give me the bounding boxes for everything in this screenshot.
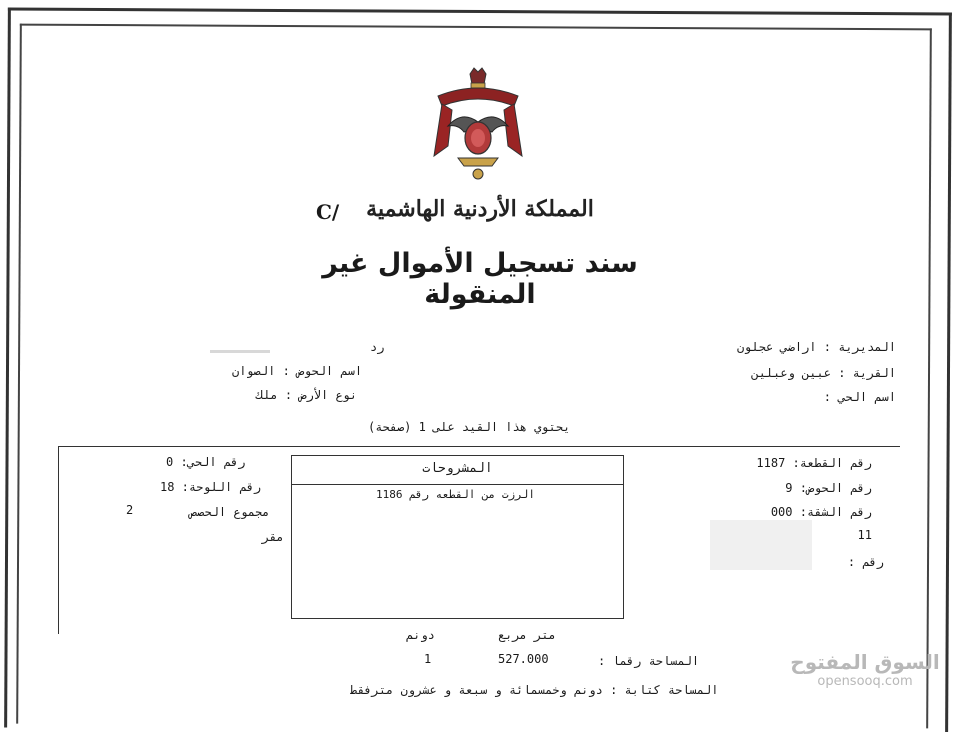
watermark-arabic: السوق المفتوح <box>790 650 940 674</box>
neighborhood-field: اسم الحي : <box>823 390 896 404</box>
document-title: سند تسجيل الأموال غير المنقولة <box>322 248 638 310</box>
coat-of-arms-emblem <box>428 66 528 186</box>
parcel-number: رقم القطعة: 1187 <box>756 456 872 470</box>
unit-square-meters: متر مربع <box>498 628 556 642</box>
notes-header: المشروحات <box>422 461 493 476</box>
notes-divider <box>292 484 623 485</box>
partial-field: رد <box>370 340 385 354</box>
area-numeric-label: المساحة رقما : <box>598 654 700 668</box>
land-type-field: نوع الأرض : ملك <box>256 388 358 402</box>
basin-name-field: اسم الحوض : الصوان <box>232 364 363 378</box>
shares-fragment: مقر <box>262 530 284 544</box>
district-number: رقم الحي: 0 <box>166 455 246 469</box>
apartment-number: رقم الشقة: 000 <box>770 505 872 519</box>
unit-dunum: دونم <box>406 628 435 642</box>
parcel-fragment-2: رقم : <box>847 555 884 569</box>
shares-total-label: مجموع الحصص <box>190 505 270 519</box>
notes-box <box>291 455 624 619</box>
basin-number: رقم الحوض: 9 <box>785 481 872 495</box>
redacted-area <box>710 520 812 570</box>
parcel-fragment-1: 11 <box>857 528 872 542</box>
redacted-mark <box>210 350 270 353</box>
area-dunum-value: 1 <box>424 652 432 666</box>
area-sqm-value: 527.000 <box>498 652 549 666</box>
area-written: المساحة كتابة : دونم وخمسمائة و سبعة و عشرون مترفقط <box>350 683 719 697</box>
contains-pages-line: يحتوي هذا القيد على 1 (صفحة) <box>368 420 571 434</box>
watermark-english: opensooq.com <box>817 674 913 689</box>
village-field: القرية : عبين وعبلين <box>751 366 896 380</box>
directorate-field: المديرية : اراضي عجلون <box>737 340 896 354</box>
shares-total-value: 2 <box>126 503 134 517</box>
board-number: رقم اللوحة: 18 <box>160 480 262 494</box>
notes-line-1: الرزت من القطعه رقم 1186 <box>376 488 535 501</box>
document-code: C/ <box>316 200 340 224</box>
kingdom-name: المملكة الأردنية الهاشمية <box>366 196 594 222</box>
opensooq-watermark <box>790 650 940 689</box>
